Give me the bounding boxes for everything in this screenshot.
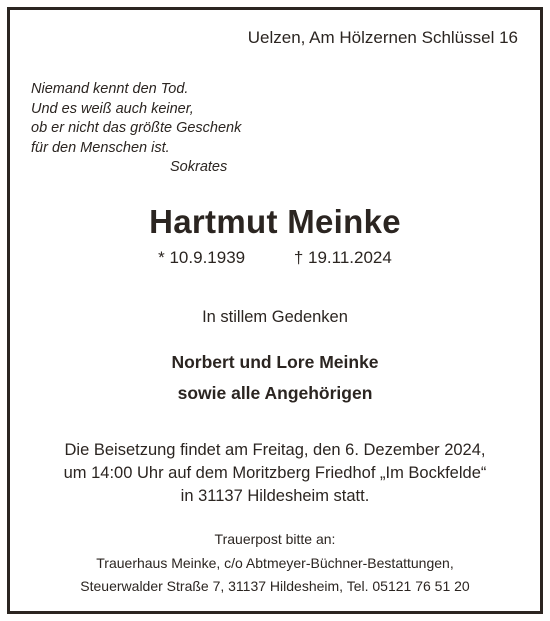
mourner-line: Norbert und Lore Meinke xyxy=(171,352,379,372)
quote-author: Sokrates xyxy=(170,159,228,175)
life-dates xyxy=(0,248,550,268)
quote-line: ob er nicht das größte Geschenk xyxy=(31,120,242,136)
quote-line: Niemand kennt den Tod. xyxy=(31,81,189,97)
mourners-block xyxy=(0,347,550,409)
death-date: † 19.11.2024 xyxy=(293,248,392,267)
burial-notice xyxy=(0,439,550,508)
burial-line: Die Beisetzung findet am Freitag, den 6. Dezember 2024, xyxy=(64,441,486,459)
mourner-line: sowie alle Angehörigen xyxy=(177,383,373,403)
condolence-mail-block xyxy=(0,528,550,599)
quote-line: für den Menschen ist. xyxy=(31,139,170,156)
mail-line: Trauerhaus Meinke, c/o Abtmeyer-Büchner-Bestattungen, xyxy=(96,554,454,571)
birth-date: * 10.9.1939 xyxy=(158,248,246,267)
burial-line: in 31137 Hildesheim statt. xyxy=(180,487,370,505)
quote-line: Und es weiß auch keiner, xyxy=(31,100,194,117)
mail-line: Trauerpost bitte an: xyxy=(214,531,336,547)
quote-block xyxy=(31,80,241,178)
memory-phrase: In stillem Gedenken xyxy=(202,308,348,326)
burial-line: um 14:00 Uhr auf dem Moritzberg Friedhof „Im Bockfelde“ xyxy=(63,464,487,482)
address-line: Uelzen, Am Hölzernen Schlüssel 16 xyxy=(247,28,518,47)
deceased-name: Hartmut Meinke xyxy=(149,203,401,240)
mail-line: Steuerwalder Straße 7, 31137 Hildesheim, Tel. 05121 76 51 20 xyxy=(80,578,470,594)
